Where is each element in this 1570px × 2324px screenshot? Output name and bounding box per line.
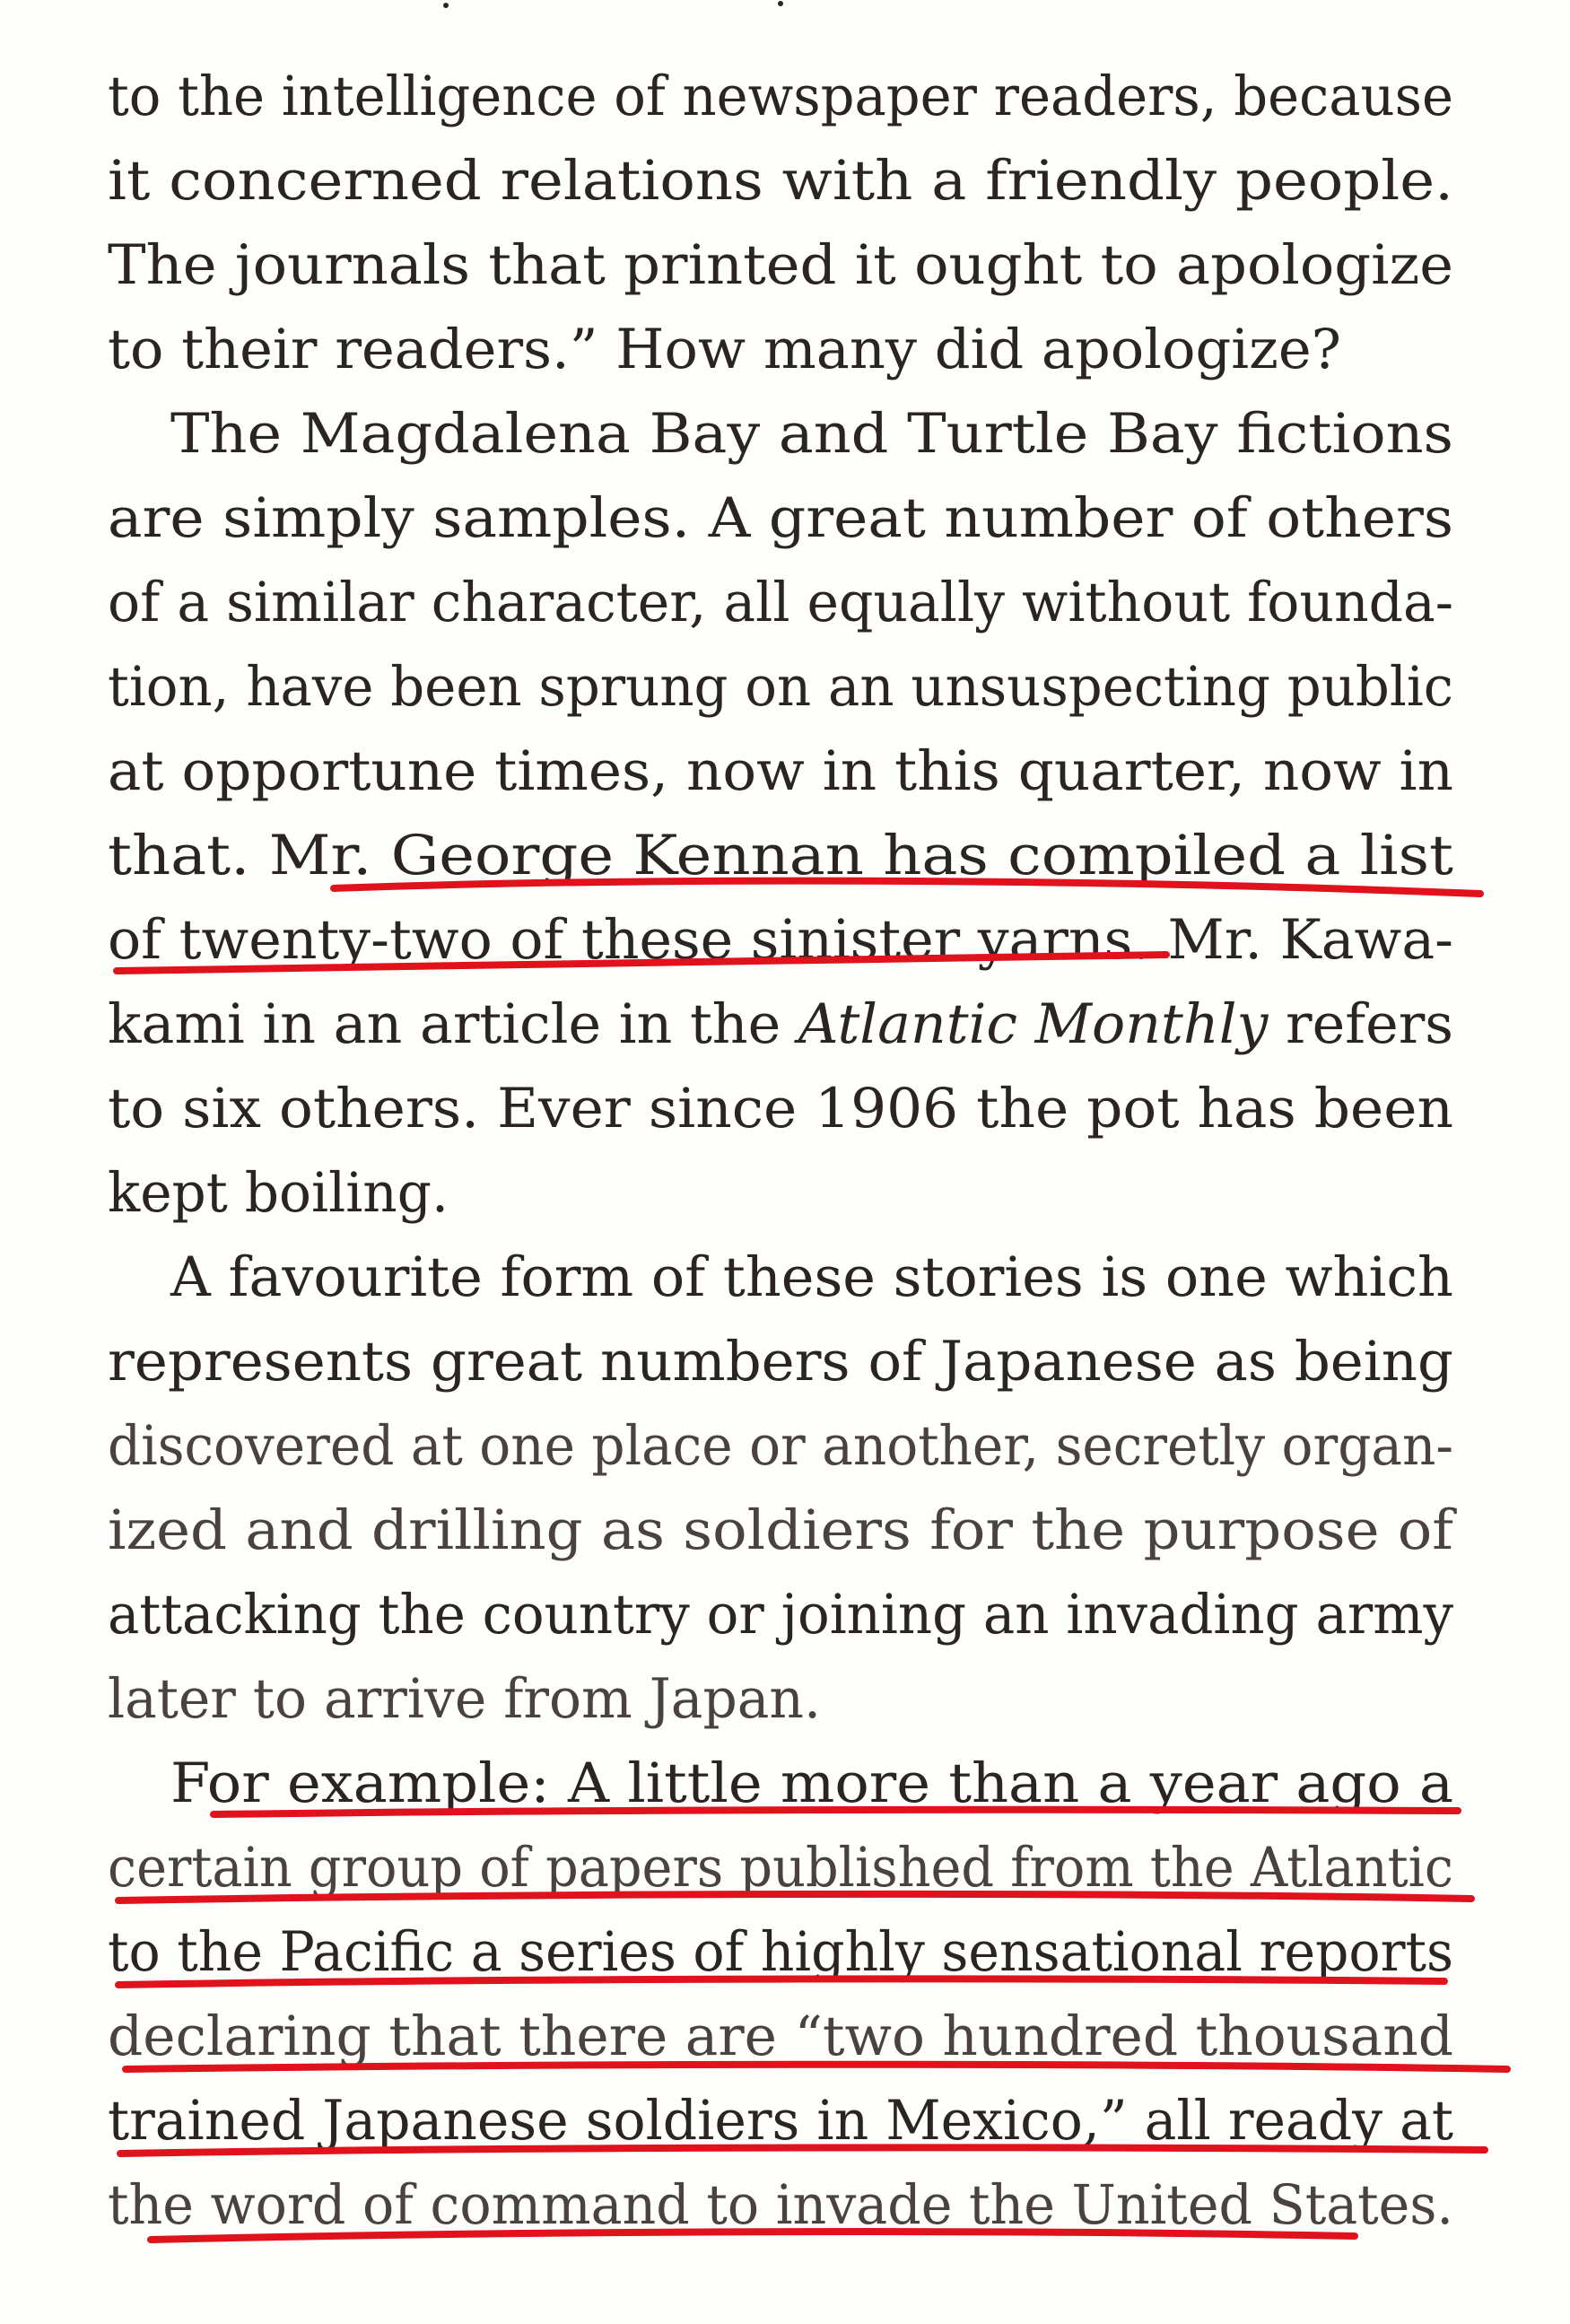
paragraph-4 bbox=[108, 1752, 1453, 2237]
text-line: kept boiling. bbox=[108, 1161, 449, 1225]
text-line: to six others. Ever since 1906 the pot has been bbox=[108, 1077, 1453, 1140]
text-line: of a similar character, all equally without founda- bbox=[108, 571, 1453, 634]
underline-mark bbox=[126, 2065, 1507, 2069]
text-line: declaring that there are “two hundred thousand bbox=[108, 2005, 1453, 2068]
text-line: tion, have been sprung on an unsuspecting public bbox=[108, 655, 1453, 719]
text-line: later to arrive from Japan. bbox=[108, 1667, 821, 1731]
text-line: The journals that printed it ought to apologize bbox=[108, 233, 1453, 297]
scan-specks bbox=[443, 1, 783, 8]
text-line: certain group of papers published from the Atlantic bbox=[108, 1836, 1453, 1900]
text-line: A favourite form of these stories is one which bbox=[169, 1245, 1453, 1309]
text-line: to their readers.” How many did apologize? bbox=[108, 318, 1341, 381]
text-line: at opportune times, now in this quarter, now in bbox=[108, 739, 1454, 803]
text-line: attacking the country or joining an invading army bbox=[108, 1583, 1454, 1647]
text-line: discovered at one place or another, secretly organ- bbox=[108, 1414, 1453, 1478]
text-line: trained Japanese soldiers in Mexico,” all ready at bbox=[108, 2089, 1454, 2153]
text-line: to the Pacific a series of highly sensational reports bbox=[108, 1920, 1453, 1984]
text-line: The Magdalena Bay and Turtle Bay fictions bbox=[170, 402, 1454, 466]
text-line: are simply samples. A great number of others bbox=[108, 486, 1453, 550]
text-line: ized and drilling as soldiers for the purpose of bbox=[108, 1498, 1458, 1562]
paragraph-1 bbox=[108, 65, 1453, 381]
text-line: it concerned relations with a friendly people. bbox=[108, 149, 1453, 213]
text-line: represents great numbers of Japanese as being bbox=[108, 1330, 1453, 1394]
underline-mark bbox=[120, 2147, 1485, 2154]
underline-mark bbox=[118, 1979, 1444, 1985]
text-line: kami in an article in the Atlantic Monthly refers bbox=[108, 992, 1452, 1056]
paragraph-3 bbox=[108, 1245, 1458, 1731]
text-line: the word of command to invade the United States. bbox=[108, 2173, 1453, 2237]
paragraph-2 bbox=[108, 402, 1454, 1225]
text-line: to the intelligence of newspaper readers, because bbox=[108, 65, 1453, 128]
text-line: of twenty-two of these sinister yarns. Mr. Kawa- bbox=[108, 908, 1454, 972]
text-line: For example: A little more than a year ago a bbox=[170, 1752, 1453, 1815]
text-line: that. Mr. George Kennan has compiled a list bbox=[108, 824, 1454, 887]
